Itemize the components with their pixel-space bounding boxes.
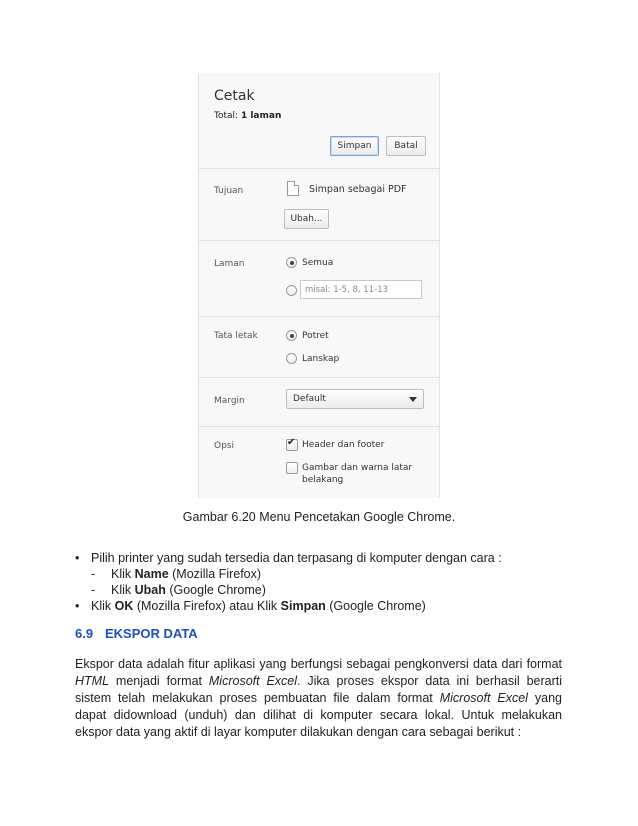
paragraph-italic: Microsoft Excel — [439, 691, 528, 705]
sub-item-text: Klik — [111, 583, 135, 597]
sub-item-bold: Ubah — [134, 583, 166, 597]
header-footer-label: Header dan footer — [302, 440, 385, 450]
pages-range-input[interactable]: misal: 1-5, 8, 11-13 — [300, 280, 422, 299]
divider — [199, 426, 439, 427]
destination-value: Simpan sebagai PDF — [309, 184, 407, 195]
section-heading — [75, 626, 198, 641]
total-value: 1 laman — [240, 111, 282, 121]
margin-select[interactable] — [286, 389, 424, 409]
section-title: EKSPOR DATA — [105, 626, 198, 641]
margin-value: Default — [293, 394, 326, 404]
paragraph-italic: HTML — [75, 674, 110, 688]
bullet-item — [75, 551, 502, 565]
pages-label: Laman — [214, 259, 245, 269]
bullet-text: (Google Chrome) — [325, 599, 426, 613]
divider — [199, 240, 439, 241]
pages-all-radio[interactable] — [286, 257, 297, 268]
pages-range-radio[interactable] — [286, 285, 297, 296]
divider — [199, 316, 439, 317]
paragraph-text: menjadi format — [109, 674, 209, 688]
divider — [199, 377, 439, 378]
bullet-icon: • — [75, 599, 80, 613]
sub-item-text: (Mozilla Firefox) — [168, 567, 262, 581]
sub-item-bold: Name — [134, 567, 169, 581]
landscape-label: Lanskap — [302, 354, 340, 364]
pages-all-label: Semua — [302, 258, 334, 268]
destination-label: Tujuan — [214, 186, 244, 196]
bullet-bold: OK — [114, 599, 134, 613]
background-graphics-label-line1: Gambar dan warna latar — [302, 463, 413, 473]
background-graphics-label-line2: belakang — [302, 475, 344, 485]
divider — [199, 168, 439, 169]
sub-item-text: Klik — [111, 567, 135, 581]
dash-icon: - — [91, 583, 96, 597]
background-graphics-checkbox[interactable] — [286, 462, 298, 474]
section-paragraph — [75, 656, 562, 741]
change-destination-button[interactable]: Ubah... — [284, 209, 329, 229]
options-label: Opsi — [214, 441, 234, 451]
cancel-button[interactable]: Batal — [386, 136, 426, 156]
sub-item — [75, 583, 266, 597]
landscape-radio[interactable] — [286, 353, 297, 364]
bullet-text: (Mozilla Firefox) atau Klik — [133, 599, 281, 613]
document-icon — [287, 181, 299, 196]
paragraph-text: Ekspor data adalah fitur aplikasi yang berfungsi sebagai pengkonversi data dari format — [75, 657, 562, 671]
margin-label: Margin — [214, 396, 245, 406]
dialog-title: Cetak — [214, 88, 255, 104]
portrait-radio[interactable] — [286, 330, 297, 341]
sub-item — [75, 567, 261, 581]
save-button[interactable]: Simpan — [330, 136, 379, 156]
header-footer-checkbox[interactable] — [286, 439, 298, 451]
total-pages — [214, 111, 281, 121]
bullet-text: Klik — [91, 599, 115, 613]
bullet-text: Pilih printer yang sudah tersedia dan terpasang di komputer dengan cara : — [91, 551, 502, 565]
paragraph-italic: Microsoft Excel — [208, 674, 298, 688]
section-number: 6.9 — [75, 626, 94, 641]
portrait-label: Potret — [302, 331, 329, 341]
chevron-down-icon — [409, 397, 417, 402]
print-dialog-screenshot — [198, 73, 440, 498]
figure-caption: Gambar 6.20 Menu Pencetakan Google Chrome. — [182, 510, 456, 524]
bullet-icon: • — [75, 551, 80, 565]
paragraph-text: . Jika proses ekspor data ini berhasil berarti sistem telah melakukan proses pembuatan file dalam format — [75, 674, 562, 705]
total-label: Total: — [214, 111, 239, 121]
dash-icon: - — [91, 567, 96, 581]
bullet-item — [75, 599, 426, 613]
layout-label: Tata letak — [214, 331, 258, 341]
paragraph-text: yang dapat didownload (unduh) dan dilihat di komputer secara lokal. Untuk melakukan ekspor data yang aktif di layar komputer dilakukan dengan cara sebagai berikut : — [75, 691, 562, 739]
bullet-bold: Simpan — [280, 599, 326, 613]
sub-item-text: (Google Chrome) — [165, 583, 266, 597]
